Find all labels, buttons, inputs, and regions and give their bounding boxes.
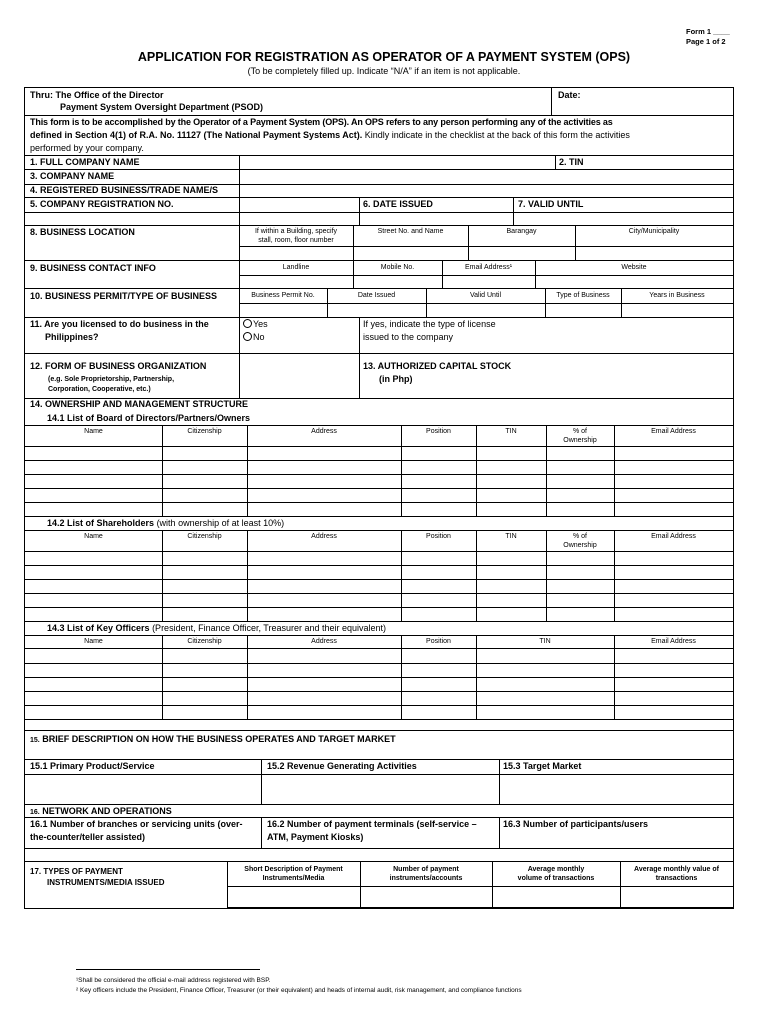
- board-col-email: Email Address: [651, 428, 696, 435]
- share-col-address: Address: [311, 533, 337, 540]
- loc-building-label: If within a Building, specify stall, room, floor number: [254, 228, 338, 244]
- ownership-title: 14. OWNERSHIP AND MANAGEMENT STRUCTURE: [30, 399, 249, 409]
- valid-until-label: 7. VALID UNTIL: [518, 199, 584, 209]
- board-col-address: Address: [311, 428, 337, 435]
- officers-col-position: Position: [426, 638, 451, 645]
- primary-product-label: 15.1 Primary Product/Service: [30, 761, 155, 771]
- instrument-desc-col: Short Description of Payment Instruments/Media: [244, 866, 343, 882]
- terminals-label-1: 16.2 Number of payment terminals (self-service –: [267, 819, 477, 829]
- no-radio[interactable]: [243, 332, 252, 341]
- company-name-label: 3. COMPANY NAME: [30, 171, 115, 181]
- share-col-email: Email Address: [651, 533, 696, 540]
- form-org-example-1: (e.g. Sole Proprietorship, Partnership,: [48, 376, 175, 383]
- no-option[interactable]: No: [243, 332, 265, 343]
- contact-website-label: Website: [621, 264, 647, 271]
- business-location-label: 8. BUSINESS LOCATION: [30, 227, 135, 237]
- permit-no-label: Business Permit No.: [251, 292, 315, 299]
- license-type-label-2: issued to the company: [363, 332, 454, 342]
- instrument-accounts-col: Number of payment instruments/accounts: [389, 866, 463, 882]
- monthly-value-col: Average monthly value of transactions: [634, 866, 719, 882]
- thru-line-2: Payment System Oversight Department (PSOD): [60, 102, 264, 112]
- date-issued-label: 6. DATE ISSUED: [363, 199, 433, 209]
- terminals-label-2: ATM, Payment Kiosks): [267, 832, 364, 842]
- intro-line-2: defined in Section 4(1) of R.A. No. 11127 (The National Payment Systems Act). Kindly indicate in the checklist at the back of this form the activities: [30, 130, 630, 140]
- loc-city-label: City/Municipality: [628, 228, 680, 235]
- registered-business-label: 4. REGISTERED BUSINESS/TRADE NAME/S: [30, 185, 219, 195]
- thru-line-1: Thru: The Office of the Director: [30, 90, 164, 100]
- yes-radio[interactable]: [243, 319, 252, 328]
- page-number: Page 1 of 2: [686, 37, 726, 46]
- board-col-name: Name: [84, 428, 103, 435]
- permit-years-label: Years in Business: [649, 292, 705, 299]
- capital-unit-label: (in Php): [379, 374, 413, 384]
- contact-landline-label: Landline: [282, 264, 310, 271]
- officers-title: 14.3 List of Key Officers (President, Finance Officer, Treasurer and their equivalent): [47, 623, 387, 633]
- payment-types-label-2: INSTRUMENTS/MEDIA ISSUED: [47, 878, 165, 887]
- intro-line-1: This form is to be accomplished by the Operator of a Payment System (OPS). An OPS refers to any person performing any of the activities as: [30, 117, 613, 127]
- officers-col-email: Email Address: [651, 638, 696, 645]
- full-company-name-label: 1. FULL COMPANY NAME: [30, 157, 140, 167]
- form-subtitle: (To be completely filled up. Indicate “N/A” if an item is not applicable.: [247, 66, 521, 76]
- form-org-label: 12. FORM OF BUSINESS ORGANIZATION: [30, 361, 207, 371]
- branches-label-1: 16.1 Number of branches or servicing units (over-: [30, 819, 243, 829]
- loc-barangay-label: Barangay: [506, 228, 537, 235]
- date-label: Date:: [558, 90, 581, 100]
- permit-label: 10. BUSINESS PERMIT/TYPE OF BUSINESS: [30, 291, 218, 301]
- section-16-title: 16. NETWORK AND OPERATIONS: [30, 806, 172, 816]
- share-col-ownership: % of Ownership: [563, 533, 597, 549]
- loc-street-label: Street No. and Name: [377, 228, 444, 235]
- licensed-question-2: Philippines?: [45, 332, 99, 342]
- board-col-ownership: % of Ownership: [563, 428, 597, 444]
- permit-valid-label: Valid Until: [470, 292, 501, 299]
- target-market-label: 15.3 Target Market: [503, 761, 582, 771]
- board-title: 14.1 List of Board of Directors/Partners/Owners: [47, 413, 251, 423]
- form-number: Form 1 ____: [686, 27, 730, 36]
- officers-col-tin: TIN: [539, 638, 551, 645]
- payment-types-label-1: 17. TYPES OF PAYMENT: [30, 867, 123, 876]
- board-col-tin: TIN: [505, 428, 517, 435]
- contact-mobile-label: Mobile No.: [380, 264, 415, 271]
- license-type-label-1: If yes, indicate the type of license: [363, 319, 496, 329]
- intro-line-3: performed by your company.: [30, 143, 144, 153]
- registration-form: [24, 87, 734, 909]
- share-col-citizenship: Citizenship: [187, 533, 222, 540]
- branches-label-2: the-counter/teller assisted): [30, 832, 146, 842]
- form-title: APPLICATION FOR REGISTRATION AS OPERATOR OF A PAYMENT SYSTEM (OPS): [137, 50, 631, 64]
- participants-label: 16.3 Number of participants/users: [503, 819, 649, 829]
- permit-date-label: Date Issued: [357, 292, 396, 299]
- footnote-divider: [76, 969, 260, 970]
- share-col-name: Name: [84, 533, 103, 540]
- capital-label: 13. AUTHORIZED CAPITAL STOCK: [363, 361, 512, 371]
- contact-info-label: 9. BUSINESS CONTACT INFO: [30, 263, 156, 273]
- share-col-position: Position: [426, 533, 451, 540]
- yes-option[interactable]: Yes: [243, 319, 268, 330]
- officers-col-citizenship: Citizenship: [187, 638, 222, 645]
- licensed-question-1: 11. Are you licensed to do business in the: [30, 319, 209, 329]
- officers-col-name: Name: [84, 638, 103, 645]
- form-org-example-2: Corporation, Cooperative, etc.): [48, 386, 151, 393]
- shareholders-title: 14.2 List of Shareholders (with ownership of at least 10%): [47, 518, 285, 528]
- section-15-title: 15. BRIEF DESCRIPTION ON HOW THE BUSINESS OPERATES AND TARGET MARKET: [30, 734, 396, 744]
- footnote-1: ¹Shall be considered the official e-mail address registered with BSP.: [76, 977, 271, 984]
- company-reg-no-label: 5. COMPANY REGISTRATION NO.: [30, 199, 174, 209]
- board-col-citizenship: Citizenship: [187, 428, 222, 435]
- footnote-2: ² Key officers include the President, Finance Officer, Treasurer (or their equivalent) and heads of internal audit, risk management, and compliance functions: [76, 987, 522, 994]
- revenue-activities-label: 15.2 Revenue Generating Activities: [267, 761, 417, 771]
- contact-email-label: Email Address¹: [464, 264, 513, 271]
- tin-label: 2. TIN: [559, 157, 584, 167]
- monthly-volume-col: Average monthly volume of transactions: [517, 866, 595, 882]
- officers-col-address: Address: [311, 638, 337, 645]
- share-col-tin: TIN: [505, 533, 517, 540]
- board-col-position: Position: [426, 428, 451, 435]
- permit-type-label: Type of Business: [556, 292, 610, 299]
